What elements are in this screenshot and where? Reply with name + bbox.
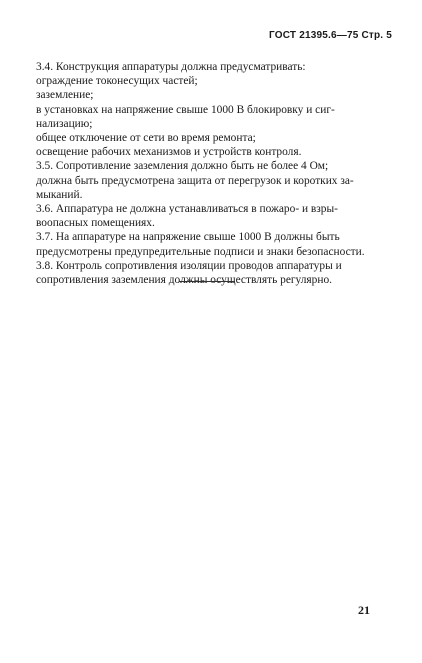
clause-3-8: 3.8. Контроль сопротивления изоляции проводов аппаратуры и [36, 259, 342, 272]
clause-3-5-cont-1: должна быть предусмотрена защита от перегрузок и коротких за- [36, 174, 354, 187]
clause-3-7-cont: предусмотрены предупредительные подписи и знаки безопасности. [36, 245, 365, 258]
clause-3-6-cont: воопасных помещениях. [36, 217, 155, 230]
clause-3-4-item-1: ограждение токонесущих частей; [36, 75, 198, 88]
section-divider [179, 281, 235, 282]
clause-3-4-heading: 3.4. Конструкция аппаратуры должна предусматривать: [36, 61, 306, 73]
page-number: 21 [358, 603, 370, 617]
page-header: ГОСТ 21395.6—75 Стр. 5 [269, 30, 392, 41]
document-body [36, 60, 396, 287]
clause-3-5-cont-2: мыканий. [36, 188, 83, 201]
clause-3-4-item-4: общее отключение от сети во время ремонта; [36, 132, 256, 145]
clause-3-6: 3.6. Аппаратура не должна устанавливаться в пожаро- и взры- [36, 203, 338, 216]
clause-3-7: 3.7. На аппаратуре на напряжение свыше 1000 В должны быть [36, 231, 340, 244]
clause-3-4-item-2: заземление; [36, 89, 94, 102]
clause-3-4-item-3-cont: нализацию; [36, 117, 93, 130]
clause-3-4-item-5: освещение рабочих механизмов и устройств контроля. [36, 146, 302, 159]
clause-3-8-cont: сопротивления заземления должны осуществлять регулярно. [36, 274, 333, 287]
clause-3-4-item-3: в установках на напряжение свыше 1000 В блокировку и сиг- [36, 103, 335, 116]
clause-3-5: 3.5. Сопротивление заземления должно быть не более 4 Ом; [36, 160, 329, 173]
